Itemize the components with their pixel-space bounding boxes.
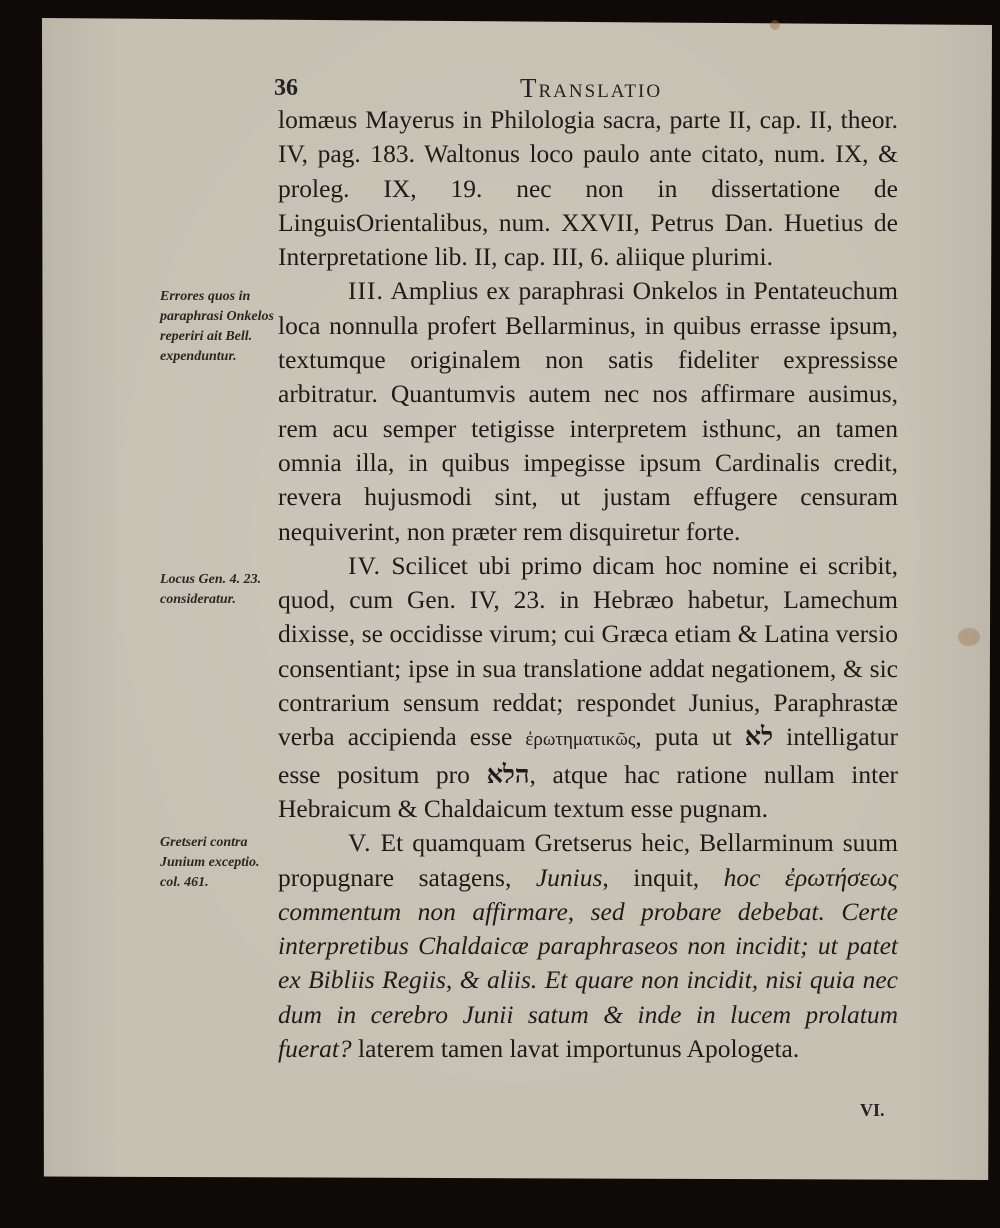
hebrew-word: לא bbox=[744, 722, 774, 752]
margin-note-genesis: Locus Gen. 4. 23. consideratur. bbox=[160, 572, 262, 607]
italic-quotation: hoc ἐρωτήσεως commentum non affirmare, sed probare debebat. Certe interpretibus Chaldaicæ paraphraseos non incidit; ut patet ex Bibliis Regiis, & aliis. Et quare non incidit, nisi quia nec dum in cerebro Junii satum & inde in lucem prolatum fuerat? bbox=[278, 862, 898, 1064]
paragraph-iii bbox=[278, 274, 898, 548]
catchword: VI. bbox=[860, 1100, 885, 1120]
paper-stain bbox=[958, 628, 980, 646]
paragraph-continuation: lomæus Mayerus in Philologia sacra, parte II, cap. II, theor. IV, pag. 183. Waltonus loco paulo ante citato, num. IX, & proleg. IX, 19. nec non in dissertatione de LinguisOrientalibus, num. XXVII, Petrus Dan. Huetius de Interpretatione lib. II, cap. III, 6. aliique plurimi. bbox=[278, 105, 898, 272]
paragraph-text: Scilicet ubi primo dicam hoc nomine ei scribit, quod, cum Gen. IV, 23. in Hebræo habetur, Lamechum dixisse, se occidisse virum; cui Græca etiam & Latina versio consentiant; ipse in sua translatione addat negationem, & sic contrarium sensum reddat; respondet Junius, Paraphrastæ verba accipienda esse bbox=[278, 550, 899, 752]
paragraph-iv bbox=[278, 549, 898, 826]
paragraph-text: intelligatur esse positum pro bbox=[278, 722, 899, 789]
main-text bbox=[278, 103, 898, 1066]
paragraph-text: Et quamquam Gretserus heic, Bellarminum suum propugnare satagens, bbox=[278, 828, 898, 892]
paragraph-number: III. bbox=[348, 276, 384, 306]
paragraph-text: , puta ut bbox=[635, 722, 732, 752]
paper-stain bbox=[770, 20, 780, 30]
paragraph-v bbox=[278, 826, 898, 1066]
running-head: Translatio bbox=[520, 73, 663, 103]
paragraph-text: , inquit, bbox=[602, 862, 700, 892]
margin-note-gretser: Gretseri contra Junium exceptio. col. 461. bbox=[160, 835, 260, 890]
greek-word: ἐρωτηματικῶς bbox=[525, 729, 636, 751]
paragraph-text: laterem tamen lavat importunus Apologeta. bbox=[358, 1034, 800, 1064]
paragraph-text: , atque hac ratione nullam inter Hebraicum & Chaldaicum textum esse pugnam. bbox=[278, 759, 899, 823]
hebrew-word: הלא bbox=[486, 759, 530, 789]
paragraph-number: IV. bbox=[348, 550, 381, 580]
paragraph-number: V. bbox=[348, 828, 372, 858]
paragraph-text: Amplius ex paraphrasi Onkelos in Pentateuchum loca nonnulla profert Bellarminus, in quibus errasse ipsum, textumque originalem non satis fideliter expressisse arbitratur. Quantumvis autem nec nos affirmare ausimus, rem acu semper tetigisse interpretem isthunc, an tamen omnia illa, in quibus impegisse ipsum Cardinalis credit, revera hujusmodi sint, ut justam effugere censuram nequiverint, non præter rem disquiretur forte. bbox=[278, 276, 898, 546]
margin-note-errors: Errores quos in paraphrasi Onkelos reperiri ait Bell. expenduntur. bbox=[160, 289, 274, 364]
page-number: 36 bbox=[274, 75, 298, 101]
italic-name: Junius bbox=[535, 862, 603, 892]
